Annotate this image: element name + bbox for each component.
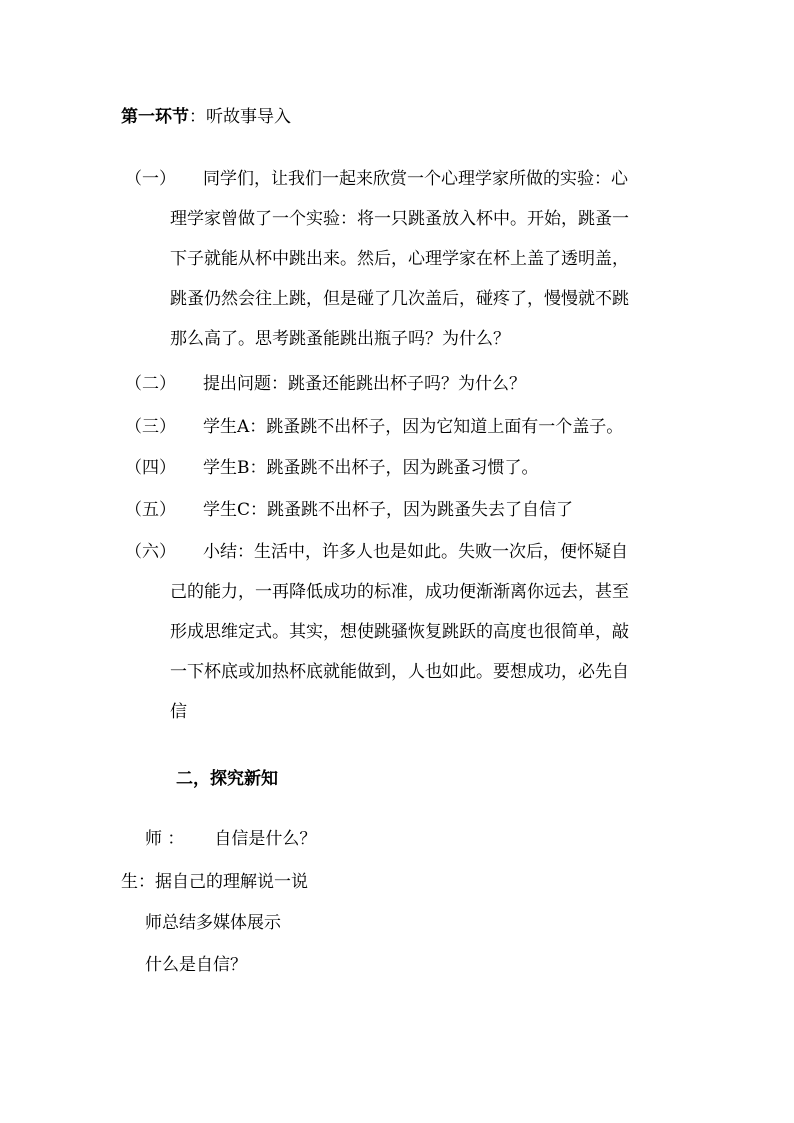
paragraph-line: 学生A：跳蚤跳不出杯子，因为它知道上面有一个盖子。 xyxy=(203,417,624,437)
item-paragraph xyxy=(170,416,690,456)
paragraph-line: 下子就能从杯中跳出来。然后，心理学家在杯上盖了透明盖， xyxy=(170,249,629,269)
paragraph-line: 小结：生活中，许多人也是如此。失败一次后，便怀疑自 xyxy=(203,542,628,562)
paragraph-line: 信 xyxy=(170,702,187,722)
paragraph-line: 一下杯底或加热杯底就能做到，人也如此。要想成功，必先自 xyxy=(170,662,629,682)
student-line: 生：据自己的理解说一说 xyxy=(121,872,308,892)
question-line: 什么是自信？ xyxy=(145,955,247,975)
item-paragraph xyxy=(170,373,690,413)
paragraph-line: 跳蚤仍然会往上跳，但是碰了几次盖后，碰疼了，慢慢就不跳 xyxy=(170,289,629,309)
paragraph-line: 学生B：跳蚤跳不出杯子，因为跳蚤习惯了。 xyxy=(203,458,539,478)
item-paragraph xyxy=(170,457,690,497)
section1-heading-bold: 第一环节 xyxy=(121,107,189,127)
item-number: （六） xyxy=(125,542,176,562)
paragraph-line: 己的能力，一再降低成功的标准，成功便渐渐离你远去，甚至 xyxy=(170,582,629,602)
paragraph-line: 那么高了。思考跳蚤能跳出瓶子吗？为什么？ xyxy=(170,329,510,349)
teacher-line xyxy=(145,828,316,850)
section2-heading: 二，探究新知 xyxy=(176,769,278,789)
teacher-label: 师 ： xyxy=(145,829,185,849)
paragraph-line: 同学们，让我们一起来欣赏一个心理学家所做的实验：心 xyxy=(203,169,628,189)
item-number: （二） xyxy=(125,374,176,394)
item-paragraph xyxy=(170,168,690,368)
item-number: （五） xyxy=(125,500,176,520)
section1-heading xyxy=(121,106,291,128)
item-number: （一） xyxy=(125,169,176,189)
paragraph-line: 形成思维定式。其实，想使跳骚恢复跳跃的高度也很简单，敲 xyxy=(170,622,629,642)
teacher-summary-line: 师总结多媒体展示 xyxy=(145,913,281,933)
paragraph-line: 理学家曾做了一个实验：将一只跳蚤放入杯中。开始，跳蚤一 xyxy=(170,209,629,229)
item-paragraph xyxy=(170,499,690,539)
section1-heading-rest: ：听故事导入 xyxy=(189,107,291,127)
item-number: （四） xyxy=(125,458,176,478)
paragraph-line: 提出问题：跳蚤还能跳出杯子吗？为什么？ xyxy=(203,374,526,394)
paragraph-line: 学生C：跳蚤跳不出杯子，因为跳蚤失去了自信了 xyxy=(203,500,574,520)
item-paragraph xyxy=(170,541,690,741)
teacher-question: 自信是什么？ xyxy=(214,829,317,849)
item-number: （三） xyxy=(125,417,176,437)
